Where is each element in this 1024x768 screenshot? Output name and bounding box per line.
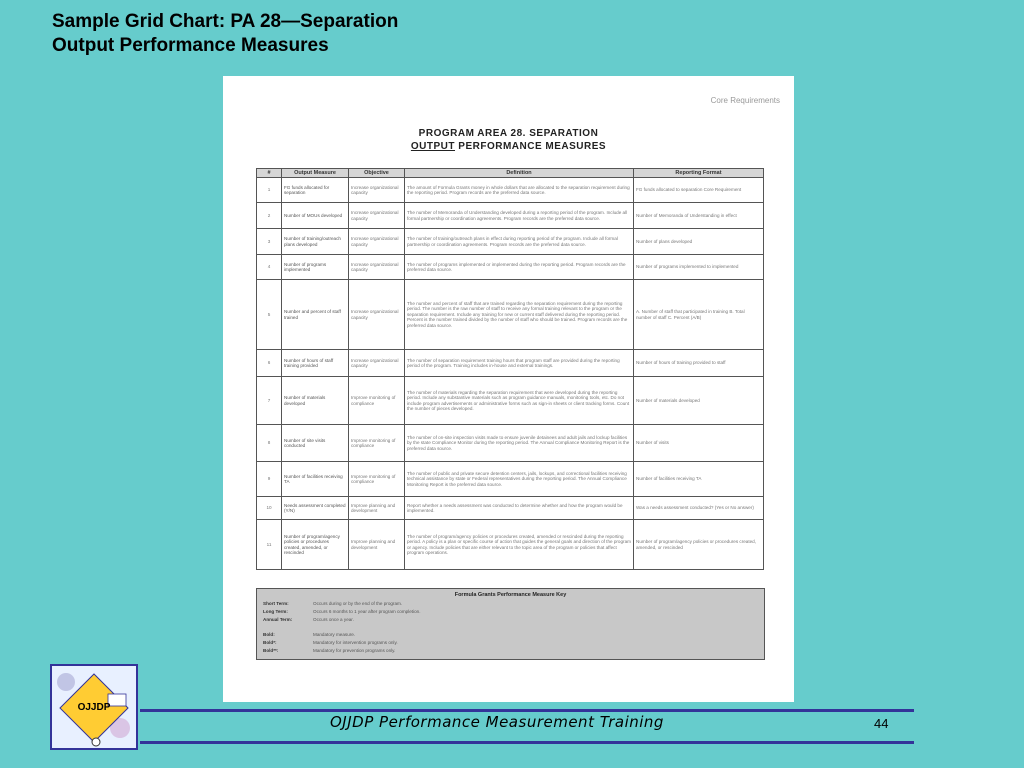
key-row [263, 609, 421, 614]
table-row [257, 280, 764, 350]
key-row [263, 601, 402, 606]
row-number: 7 [257, 377, 282, 425]
footer-title: OJJDP Performance Measurement Training [330, 713, 664, 731]
key-text: Occurs 6 months to 1 year after program completion. [313, 609, 421, 614]
objective: Improve planning and development [349, 520, 405, 570]
row-number: 5 [257, 280, 282, 350]
output-measure: Number and percent of staff trained [282, 280, 349, 350]
key-term: Bold**: [263, 648, 279, 653]
objective: Increase organizational capacity [349, 178, 405, 203]
heading-rest: PERFORMANCE MEASURES [455, 141, 607, 152]
footer-rule-top [140, 709, 914, 712]
core-requirements-label: Core Requirements [710, 96, 780, 105]
row-number: 8 [257, 425, 282, 462]
logo-text: OJJDP [77, 702, 111, 713]
output-measure: Number of materials developed [282, 377, 349, 425]
output-measure: FG funds allocated for separation [282, 178, 349, 203]
reporting-format: Number of plans developed [634, 229, 764, 255]
slide-title [52, 10, 398, 58]
row-number: 10 [257, 497, 282, 520]
document-heading-line-2 [223, 141, 794, 152]
definition: Report whether a needs assessment was conducted to determine whether and how the program would be implemented. [405, 497, 634, 520]
row-number: 6 [257, 350, 282, 377]
table-row [257, 203, 764, 229]
performance-measures-table [256, 168, 764, 570]
performance-measure-key [256, 588, 765, 660]
objective: Improve monitoring of compliance [349, 425, 405, 462]
table-header-row [257, 169, 764, 178]
row-number: 9 [257, 462, 282, 497]
output-measure: Needs assessment completed (Y/N) [282, 497, 349, 520]
key-row [263, 617, 354, 622]
row-number: 1 [257, 178, 282, 203]
definition: The number of public and private secure detention centers, jails, lockups, and correctional facilities receiving technical assistance by state or Federal representatives during the reporting period. The Annual Compliance Monitoring Report is the preferred data source. [405, 462, 634, 497]
table-row [257, 425, 764, 462]
objective: Improve planning and development [349, 497, 405, 520]
definition: The number of on-site inspection visits made to ensure juvenile detainees and adult jails and lockup facilities by the state Compliance Monitor during the reporting period. The Annual Compliance Monitoring Report is the preferred data source. [405, 425, 634, 462]
reporting-format: Number of facilities receiving TA [634, 462, 764, 497]
table-row [257, 229, 764, 255]
table-row [257, 462, 764, 497]
output-measure: Number of program/agency policies or procedures created, amended, or rescinded [282, 520, 349, 570]
table-row [257, 377, 764, 425]
page-number: 44 [874, 716, 889, 731]
key-row [263, 632, 355, 637]
key-term: Bold*: [263, 640, 277, 645]
document-image [223, 76, 794, 702]
objective: Increase organizational capacity [349, 229, 405, 255]
key-text: Occurs once a year. [313, 617, 354, 622]
definition: The number of program/agency policies or procedures created, amended or rescinded during the reporting period. A policy is a plan or specific course of action that guides the general goals and direction of the program or agency. Include policies that are either relevant to the topic area of the program or policies that affect program operations. [405, 520, 634, 570]
definition: The number of materials regarding the separation requirement that were developed during the reporting period. Include any substantive materials such as program guidance manuals, monitoring tools, etc. Do not include program advertisements or administrative forms such as sign-in sheets or client tracking forms. Count the number of pieces developed. [405, 377, 634, 425]
key-text: Occurs during or by the end of the program. [313, 601, 403, 606]
key-text: Mandatory for prevention programs only. [313, 648, 396, 653]
table-row [257, 497, 764, 520]
table-row [257, 350, 764, 377]
output-measure: Number of programs implemented [282, 255, 349, 280]
footer-rule-bottom [140, 741, 914, 744]
header-output-measure: Output Measure [282, 169, 349, 178]
reporting-format: A. Number of staff that participated in training B. Total number of staff C. Percent (A/B) [634, 280, 764, 350]
table-row [257, 178, 764, 203]
reporting-format: FG funds allocated to separation Core Requirement [634, 178, 764, 203]
header-num: # [257, 169, 282, 178]
key-term: Annual Term: [263, 617, 293, 622]
heading-underlined-word: OUTPUT [410, 141, 456, 152]
slide-title-line-2: Output Performance Measures [52, 35, 329, 56]
objective: Increase organizational capacity [349, 255, 405, 280]
objective: Increase organizational capacity [349, 280, 405, 350]
row-number: 11 [257, 520, 282, 570]
key-term: Long Term: [263, 609, 288, 614]
key-row [263, 640, 398, 645]
document-heading-line-1: PROGRAM AREA 28. SEPARATION [418, 128, 599, 139]
objective: Increase organizational capacity [349, 203, 405, 229]
header-definition: Definition [405, 169, 634, 178]
objective: Improve monitoring of compliance [349, 462, 405, 497]
objective: Increase organizational capacity [349, 350, 405, 377]
output-measure: Number of site visits conducted [282, 425, 349, 462]
reporting-format: Number of materials developed [634, 377, 764, 425]
objective: Improve monitoring of compliance [349, 377, 405, 425]
reporting-format: Number of hours of training provided to staff [634, 350, 764, 377]
definition: The number of separation requirement training hours that program staff are provided during the reporting period of the program. Training includes in-house and external trainings. [405, 350, 634, 377]
definition: The number of programs implemented or implemented during the reporting period. Program records are the preferred data source. [405, 255, 634, 280]
reporting-format: Number of Memoranda of Understanding in effect [634, 203, 764, 229]
row-number: 4 [257, 255, 282, 280]
key-text: Mandatory for intervention programs only. [313, 640, 398, 645]
reporting-format: Number of program/agency policies or procedures created, amended, or rescinded [634, 520, 764, 570]
row-number: 2 [257, 203, 282, 229]
definition: The number and percent of staff that are trained regarding the separation requirement during the reporting period. The number is the raw number of staff to receive any formal training relevant to the program or the separation requirement. Include any training for new or current staff delivered during the reporting period. Percent is the number trained divided by the number of staff who should be trained. Program records are the preferred data source. [405, 280, 634, 350]
table-row [257, 520, 764, 570]
output-measure: Number of hours of staff training provided [282, 350, 349, 377]
header-objective: Objective [349, 169, 405, 178]
reporting-format: Was a needs assessment conducted? (Yes or No answer) [634, 497, 764, 520]
header-reporting-format: Reporting Format [634, 169, 764, 178]
output-measure: Number of facilities receiving TA [282, 462, 349, 497]
table-row [257, 255, 764, 280]
key-title: Formula Grants Performance Measure Key [454, 592, 567, 598]
definition: The amount of Formula Grants money in whole dollars that are allocated to the separation requirement during the reporting period. Program records are the preferred data source. [405, 178, 634, 203]
key-term: Bold: [263, 632, 275, 637]
reporting-format: Number of programs implemented to implemented [634, 255, 764, 280]
key-row [263, 648, 395, 653]
slide-title-line-1: Sample Grid Chart: PA 28—Separation [52, 11, 399, 32]
ojjdp-logo [50, 664, 138, 750]
output-measure: Number of MOUs developed [282, 203, 349, 229]
reporting-format: Number of visits [634, 425, 764, 462]
definition: The number of training/outreach plans in effect during reporting period of the program. Include all formal partnership or coordination agreements. Program records are the preferred data source. [405, 229, 634, 255]
row-number: 3 [257, 229, 282, 255]
definition: The number of Memoranda of Understanding developed during a reporting period of the program. Include all formal partnership or coordination agreements. Program records are the preferred data source. [405, 203, 634, 229]
key-text: Mandatory measure. [313, 632, 356, 637]
ojjdp-logo-graphic [52, 666, 136, 748]
key-term: Short Term: [263, 601, 289, 606]
output-measure: Number of training/outreach plans developed [282, 229, 349, 255]
